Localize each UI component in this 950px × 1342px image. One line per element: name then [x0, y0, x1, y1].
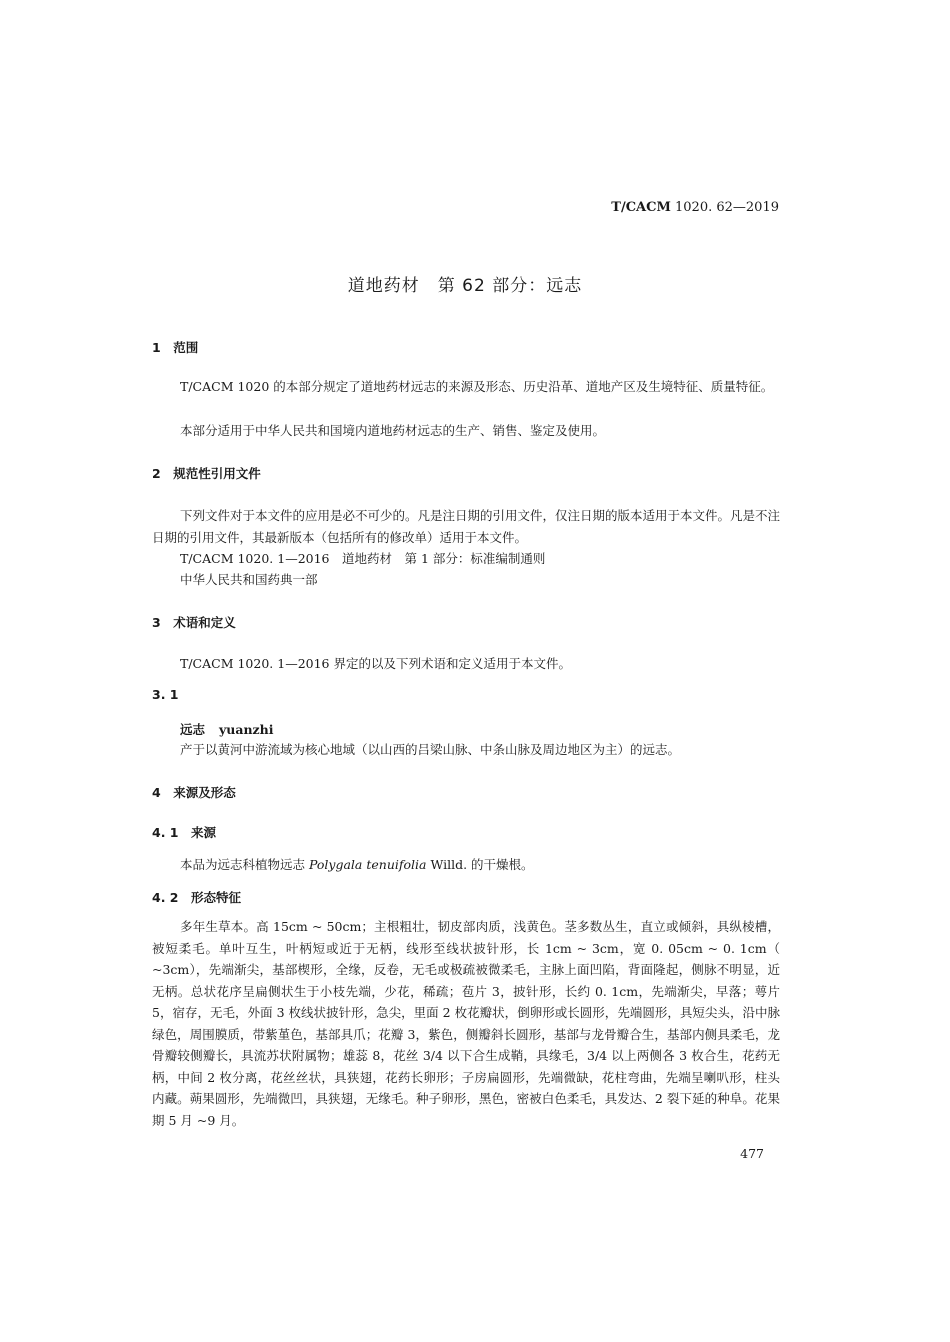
reference-item-2: 中华人民共和国药典一部: [180, 572, 318, 587]
subsection-number-3-1: 3. 1: [152, 687, 179, 702]
document-code-suffix: 1020. 62—2019: [675, 200, 779, 215]
source-paragraph: [180, 855, 534, 873]
section-heading-source-morphology: 4 来源及形态: [152, 785, 236, 800]
term-entry: [180, 720, 274, 738]
scope-paragraph-2: 本部分适用于中华人民共和国境内道地药材远志的生产、销售、鉴定及使用。: [180, 423, 606, 438]
term-english: yuanzhi: [219, 722, 274, 737]
section-heading-normative-references: 2 规范性引用文件: [152, 466, 261, 481]
term-chinese: 远志: [180, 722, 206, 737]
subsection-heading-source: 4. 1 来源: [152, 825, 216, 840]
term-definition: 产于以黄河中游流域为核心地域（以山西的吕梁山脉、中条山脉及周边地区为主）的远志。: [180, 742, 681, 757]
page-title: 道地药材 第 62 部分：远志: [347, 276, 583, 296]
source-text-pre: 本品为远志科植物远志: [180, 857, 309, 872]
document-code-prefix: T/CACM: [611, 200, 671, 215]
latin-name: Polygala tenuifolia: [308, 857, 427, 872]
scope-paragraph-1: T/CACM 1020 的本部分规定了道地药材远志的来源及形态、历史沿革、道地产区及生境特征、质量特征。: [180, 379, 774, 394]
section-heading-terms: 3 术语和定义: [152, 615, 236, 630]
subsection-heading-morphology: 4. 2 形态特征: [152, 890, 241, 905]
reference-item-1: T/CACM 1020. 1—2016 道地药材 第 1 部分：标准编制通则: [180, 551, 546, 566]
terms-paragraph: T/CACM 1020. 1—2016 界定的以及下列术语和定义适用于本文件。: [180, 656, 571, 671]
page-number: 477: [740, 1146, 764, 1161]
section-heading-scope: 1 范围: [152, 340, 199, 355]
references-paragraph: 下列文件对于本文件的应用是必不可少的。凡是注日期的引用文件，仅注日期的版本适用于本文件。凡是不注日期的引用文件，其最新版本（包括所有的修改单）适用于本文件。: [152, 508, 781, 545]
morphology-paragraph: 多年生草本。高 15cm ~ 50cm；主根粗壮，韧皮部肉质，浅黄色。茎多数丛生，直立或倾斜，具纵棱槽，被短柔毛。单叶互生，叶柄短或近于无柄，线形至线状披针形，长 1cm ~ 3cm，宽 0. 05cm ~ 0. 1cm（ ~3cm），先端渐尖，基部楔形，全缘，反卷，无毛或极疏被微柔毛，主脉上面凹陷，背面隆起，侧脉不明显，近无柄。总状花序呈扁侧状生于小枝先端，少花，稀疏；苞片 3，披针形，长约 0. 1cm，先端渐尖，早落；萼片 5，宿存，无毛，外面 3 枚线状披针形，急尖，里面 2 枚花瓣状，倒卵形或长圆形，先端圆形，具短尖头，沿中脉绿色，周围膜质，带紫堇色，基部具爪；花瓣 3，紫色，侧瓣斜长圆形，基部与龙骨瓣合生，基部内侧具柔毛，龙骨瓣较侧瓣长，具流苏状附属物；雄蕊 8，花丝 3/4 以下合生成鞘，具缘毛，3/4 以上两侧各 3 枚合生，花药无柄，中间 2 枚分离，花丝丝状，具狭翅，花药长卵形；子房扁圆形，先端微缺，花柱弯曲，先端呈喇叭形，柱头内藏。蒴果圆形，先端微凹，具狭翅，无缘毛。种子卵形，黑色，密被白色柔毛，具发达、2 裂下延的种阜。花果期 5 月 ~9 月。: [152, 919, 780, 1128]
source-text-post: Willd. 的干燥根。: [426, 857, 534, 872]
document-code: [611, 200, 779, 215]
